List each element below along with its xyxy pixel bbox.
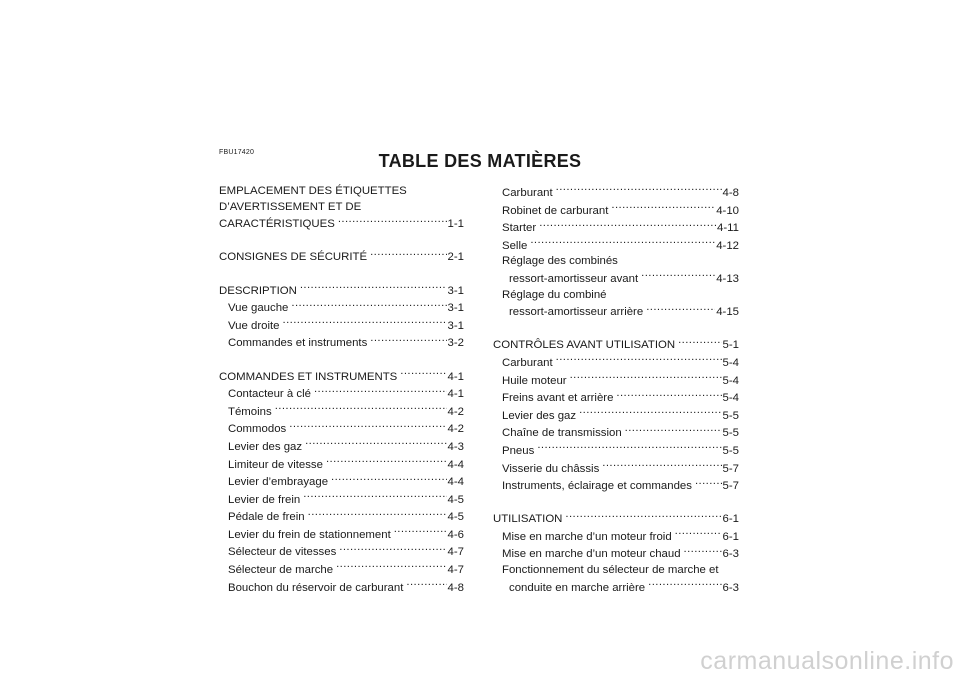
toc-subentry[interactable]: Pneus ..... 5-5	[493, 442, 739, 460]
toc-subentry[interactable]: Bouchon du réservoir de carburant ..... 4-8	[219, 579, 464, 597]
toc-subentry[interactable]: Robinet de carburant ..... 4-10	[493, 202, 739, 220]
toc-subentry[interactable]: Huile moteur ..... 5-4	[493, 372, 739, 390]
toc-entry-consignes[interactable]: CONSIGNES DE SÉCURITÉ ..... 2-1	[219, 248, 464, 266]
toc-subentry[interactable]: Vue droite ..... 3-1	[219, 317, 464, 335]
toc-subentry[interactable]: Freins avant et arrière ..... 5-4	[493, 389, 739, 407]
toc-subentry[interactable]: Pédale de frein ..... 4-5	[219, 508, 464, 526]
toc-subentry[interactable]: Levier d’embrayage ..... 4-4	[219, 473, 464, 491]
toc-subentry[interactable]: Carburant ..... 4-8	[493, 184, 739, 202]
toc-subentry[interactable]: Témoins ..... 4-2	[219, 403, 464, 421]
toc-subentry[interactable]: Contacteur à clé ..... 4-1	[219, 385, 464, 403]
toc-subentry-line: Réglage des combinés	[502, 255, 618, 268]
toc-subentry[interactable]: Visserie du châssis ..... 5-7	[493, 460, 739, 478]
toc-subentry[interactable]: Commandes et instruments ..... 3-2	[219, 334, 464, 352]
toc-subentry[interactable]: Carburant ..... 5-4	[493, 354, 739, 372]
toc-heading-line: D’AVERTISSEMENT ET DE	[219, 200, 362, 213]
toc-subentry[interactable]: Limiteur de vitesse ..... 4-4	[219, 456, 464, 474]
toc-entry-description[interactable]: DESCRIPTION ..... 3-1	[219, 282, 464, 300]
toc-subentry[interactable]: Sélecteur de vitesses ..... 4-7	[219, 543, 464, 561]
toc-subentry[interactable]: Mise en marche d’un moteur chaud ..... 6-3	[493, 545, 739, 563]
toc-subentry[interactable]: Levier du frein de stationnement ..... 4-6	[219, 526, 464, 544]
toc-heading-line: EMPLACEMENT DES ÉTIQUETTES	[219, 185, 407, 197]
toc-subentry-line: Fonctionnement du sélecteur de marche et	[502, 564, 719, 577]
toc-subentry[interactable]: Chaîne de transmission ..... 5-5	[493, 424, 739, 442]
toc-entry-emplacement[interactable]: CARACTÉRISTIQUES ..... 1-1	[219, 215, 464, 233]
toc-entry-utilisation[interactable]: UTILISATION ..... 6-1	[493, 510, 739, 528]
toc-subentry[interactable]: Levier des gaz ..... 4-3	[219, 438, 464, 456]
toc-subentry-line: Réglage du combiné	[502, 288, 607, 301]
toc-subentry[interactable]: Selle ..... 4-12	[493, 237, 739, 255]
toc-subentry[interactable]: Levier de frein ..... 4-5	[219, 491, 464, 509]
toc-subentry[interactable]: Instruments, éclairage et commandes ..... 5-7	[493, 477, 739, 495]
toc-subentry[interactable]: ressort-amortisseur avant ..... 4-13	[493, 270, 739, 288]
toc-subentry[interactable]: Levier des gaz ..... 5-5	[493, 407, 739, 425]
watermark: carmanualsonline.info	[700, 647, 954, 675]
toc-subentry[interactable]: Vue gauche ..... 3-1	[219, 299, 464, 317]
toc-entry-commandes[interactable]: COMMANDES ET INSTRUMENTS ..... 4-1	[219, 368, 464, 386]
document-code: FBU17420	[219, 149, 255, 156]
toc-left-column	[219, 184, 464, 596]
toc-entry-controles[interactable]: CONTRÔLES AVANT UTILISATION ..... 5-1	[493, 336, 739, 354]
toc-right-column	[493, 184, 739, 596]
page-title: TABLE DES MATIÈRES	[378, 151, 582, 171]
toc-subentry[interactable]: Commodos ..... 4-2	[219, 420, 464, 438]
toc-subentry[interactable]: ressort-amortisseur arrière ..... 4-15	[493, 303, 739, 321]
toc-subentry[interactable]: Starter ..... 4-11	[493, 219, 739, 237]
toc-subentry[interactable]: Mise en marche d’un moteur froid ..... 6-1	[493, 528, 739, 546]
toc-subentry[interactable]: Sélecteur de marche ..... 4-7	[219, 561, 464, 579]
toc-subentry[interactable]: conduite en marche arrière ..... 6-3	[493, 579, 739, 597]
